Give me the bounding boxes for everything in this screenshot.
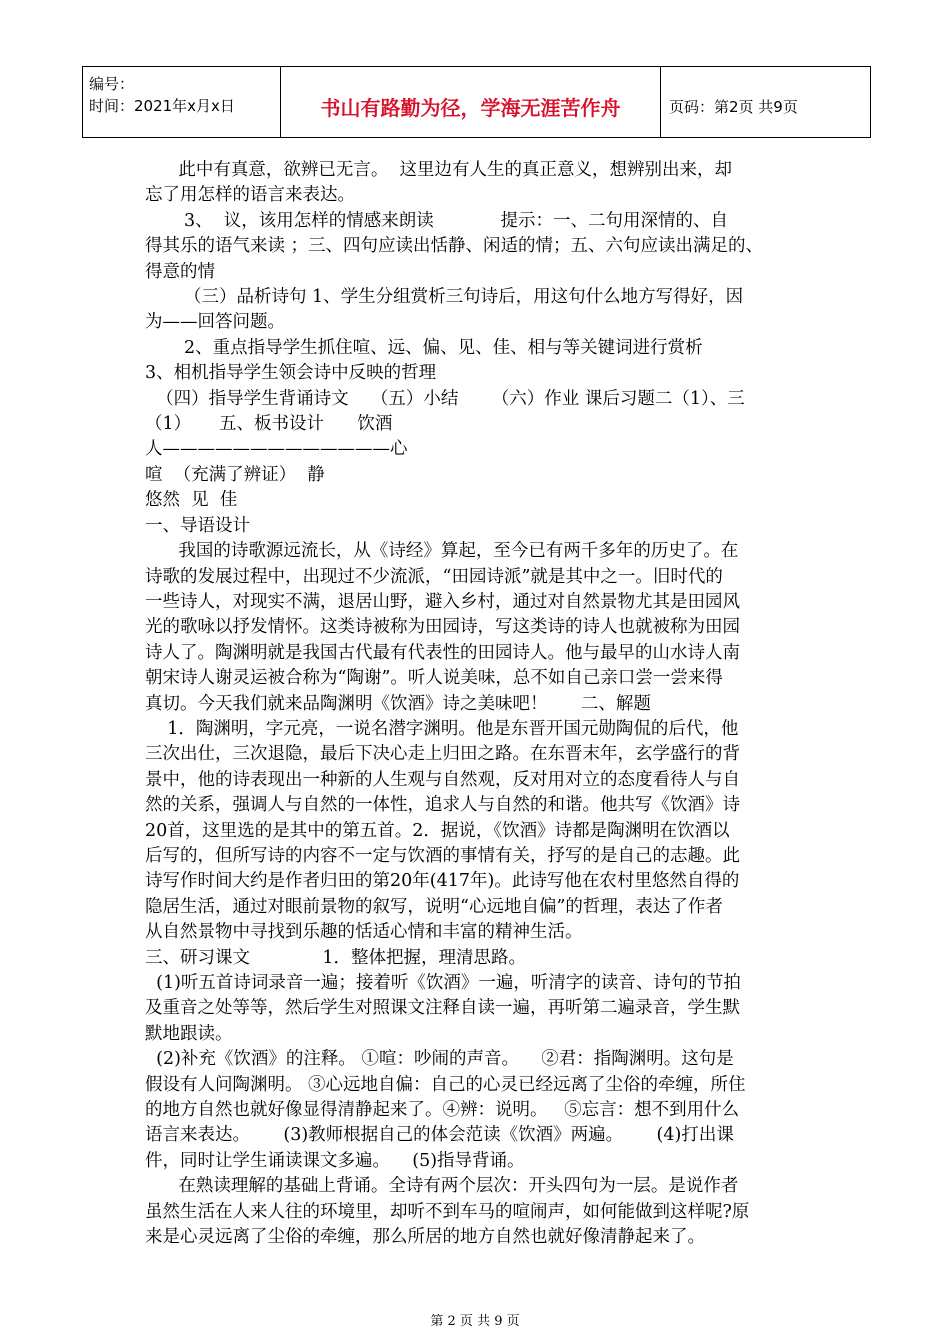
text-line: 我国的诗歌源远流长，从《诗经》算起，至今已有两千多年的历史了。在 [145,541,739,562]
text-line: 得其乐的语气来读 ；三、四句应读出恬静、闲适的情；五、六句应读出满足的、 [145,236,764,257]
text-line: 从自然景物中寻找到乐趣的恬适心情和丰富的精神生活。 [145,922,583,943]
text-line: 件，同时让学生诵读课文多遍。 (5)指导背诵。 [145,1150,525,1171]
text-line: 在熟读理解的基础上背诵。全诗有两个层次：开头四句为一层。是说作者 [145,1176,739,1197]
header-page-info: 页码：第2页 共9页 [669,97,798,116]
date-label: 时间：2021年x月x日 [89,97,235,115]
text-line: 诗歌的发展过程中，出现过不少流派，“田园诗派”就是其中之一。旧时代的 [145,566,723,587]
text-line: 然的关系，强调人与自然的一体性，追求人与自然的和谐。他共写《饮酒》诗 [145,795,740,816]
text-line: 三次出仕，三次退隐，最后下决心走上归田之路。在东晋末年，玄学盛行的背 [145,744,740,765]
text-line: (2)补充《饮酒》的注释。 ①喧：吵闹的声音。 ②君：指陶渊明。这句是 [145,1049,734,1070]
text-line: 的地方自然也就好像显得清静起来了。④辨：说明。 ⑤忘言：想不到用什么 [145,1100,740,1121]
text-line: 此中有真意，欲辨已无言。 这里边有人生的真正意义，想辨别出来，却 [145,160,733,180]
page-header [82,66,871,138]
text-line: 光的歌咏以抒发情怀。这类诗被称为田园诗，写这类诗的诗人也就被称为田园 [145,617,740,638]
text-line: 语言来表达。 (3)教师根据自己的体会范读《饮酒》两遍。 (4)打出课 [145,1125,734,1146]
text-line: （三）品析诗句 1、学生分组赏析三句诗后，用这句什么地方写得好，因 [145,287,744,308]
text-line: 朝宋诗人谢灵运被合称为“陶谢”。听人说美味，总不如自己亲口尝一尝来得 [145,668,723,689]
text-line: 1．陶渊明，字元亮，一说名潜字渊明。他是东晋开国元勋陶侃的后代，他 [145,718,739,739]
text-line: 诗人了。陶渊明就是我国古代最有代表性的田园诗人。他与最早的山水诗人南 [145,642,740,663]
text-line: 诗写作时间大约是作者归田的第20年(417年)。此诗写他在农村里悠然自得的 [145,871,740,892]
text-line: 2、重点指导学生抓住喧、远、偏、见、佳、相与等关键词进行赏析 [145,337,703,358]
text-line: 默地跟读。 [145,1023,233,1044]
text-line: （1） 五、板书设计 饮酒 [145,414,393,435]
header-meta [83,67,281,137]
text-line: 忘了用怎样的语言来表达。 [145,185,355,206]
document-body [145,158,810,1250]
text-line: 来是心灵远离了尘俗的牵缠，那么所居的地方自然也就好像清静起来了。 [145,1227,705,1248]
text-line: 景中，他的诗表现出一种新的人生观与自然观，反对用对立的态度看待人与自 [145,769,740,790]
text-line: 及重音之处等等，然后学生对照课文注释自读一遍，再听第二遍录音，学生默 [145,998,740,1019]
text-line: 得意的情 [145,261,215,282]
text-line: 一些诗人，对现实不满，退居山野，避入乡村，通过对自然景物尤其是田园风 [145,591,740,612]
text-line: 3、 议，该用怎样的情感来朗读 提示：一、二句用深情的、自 [145,210,728,231]
text-line: 20首，这里选的是其中的第五首。2．据说，《饮酒》诗都是陶渊明在饮酒以 [145,820,730,841]
text-line: 人—————————————心 [145,439,408,460]
text-line: 后写的，但所写诗的内容不一定与饮酒的事情有关，抒写的是自己的志趣。此 [145,845,740,866]
page-footer: 第 2 页 共 9 页 [430,1314,520,1329]
text-line: (1)听五首诗词录音一遍；接着听《饮酒》一遍，听清字的读音、诗句的节拍 [145,973,741,993]
text-line: 假设有人问陶渊明。 ③心远地自偏：自己的心灵已经远离了尘俗的牵缠，所住 [145,1074,746,1095]
text-line: 3、相机指导学生领会诗中反映的哲理 [145,363,437,384]
text-line: 隐居生活，通过对眼前景物的叙写，说明“心远地自偏”的哲理，表达了作者 [145,896,723,917]
text-line: 三、研习课文 1．整体把握，理清思路。 [145,947,526,968]
text-line: 真切。今天我们就来品陶渊明《饮酒》诗之美味吧！ 二、解题 [145,693,651,714]
text-line: 悠然 见 佳 [145,490,238,511]
header-motto: 书山有路勤为径，学海无涯苦作舟 [281,67,661,137]
text-line: 虽然生活在人来人往的环境里，却听不到车马的喧闹声，如何能做到这样呢?原 [145,1201,750,1222]
text-line: （四）指导学生背诵诗文 （五）小结 （六）作业 课后习题二（1）、三 [145,388,745,409]
text-line: 为——回答问题。 [145,312,285,333]
text-line: 一、导语设计 [145,515,250,536]
text-line: 喧 （充满了辨证） 静 [145,464,325,485]
number-label: 编号： [89,75,135,93]
